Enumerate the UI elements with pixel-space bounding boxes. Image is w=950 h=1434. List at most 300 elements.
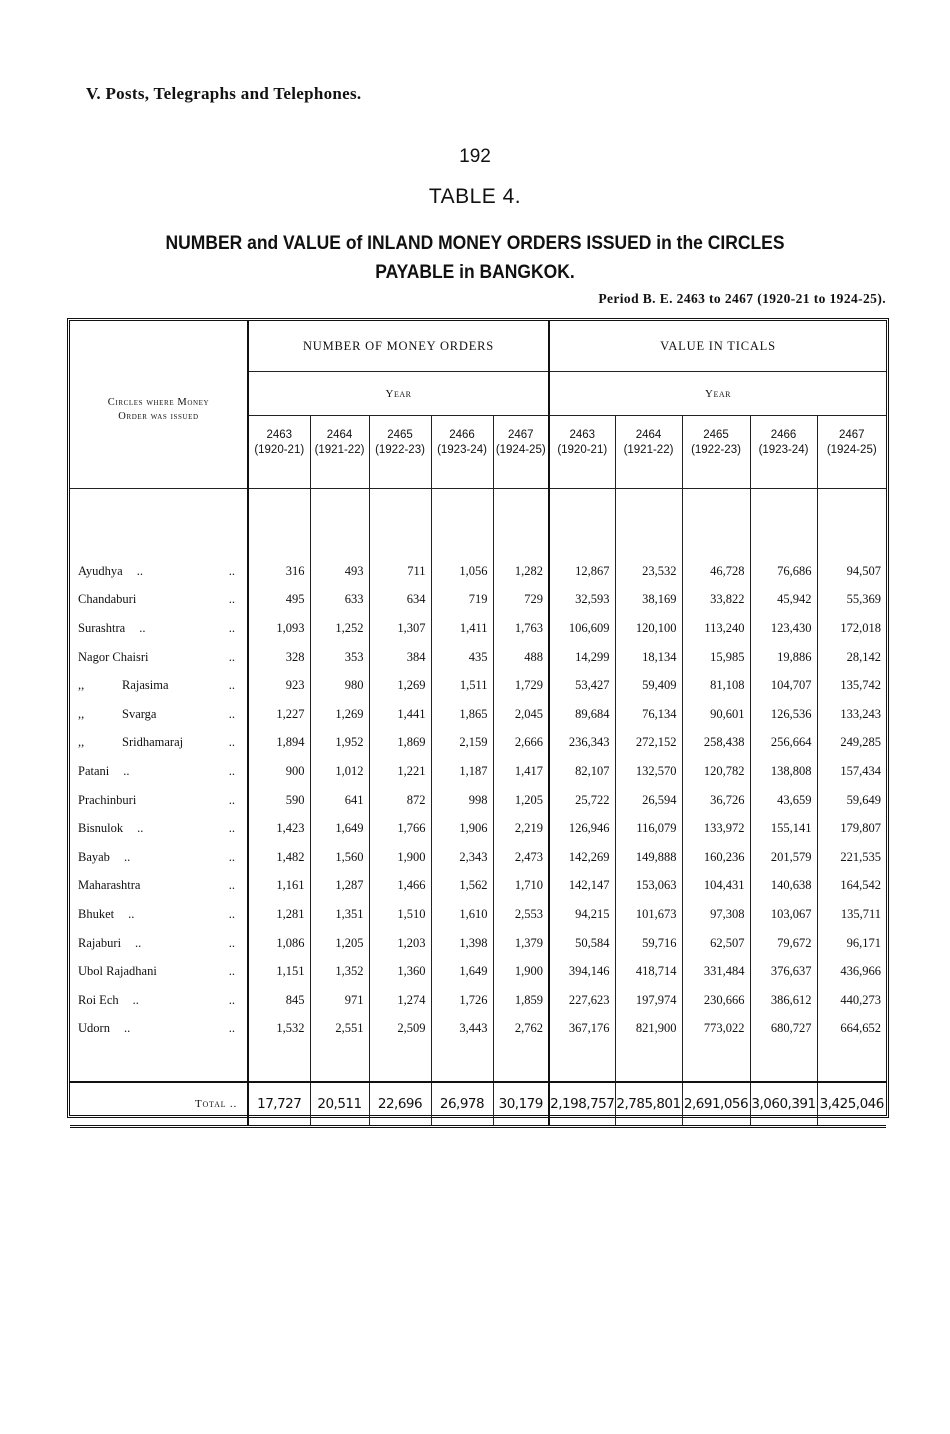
- money-order-count: 1,379: [493, 929, 549, 958]
- money-order-value: 94,507: [817, 557, 886, 586]
- money-order-count: 2,343: [431, 843, 493, 872]
- blank-cell: [750, 1043, 817, 1082]
- money-order-value: 376,637: [750, 957, 817, 986]
- money-order-count: 923: [248, 671, 310, 700]
- money-order-value: 236,343: [549, 729, 615, 758]
- total-count: 17,727: [248, 1082, 310, 1127]
- number-column-header: [310, 416, 369, 489]
- table-row: [70, 757, 886, 786]
- total-row: [70, 1082, 886, 1127]
- money-order-value: 149,888: [615, 843, 682, 872]
- money-order-value: 249,285: [817, 729, 886, 758]
- money-order-value: 15,985: [682, 643, 750, 672]
- money-order-value: 106,609: [549, 614, 615, 643]
- total-value: 2,198,757: [549, 1082, 615, 1127]
- money-order-count: 1,466: [369, 872, 431, 901]
- table-row: [70, 671, 886, 700]
- table-row: [70, 872, 886, 901]
- leader-dots: ..: [228, 992, 235, 1007]
- money-order-count: 1,510: [369, 900, 431, 929]
- total-label: Total ..: [70, 1082, 248, 1127]
- money-order-value: 79,672: [750, 929, 817, 958]
- leader-dots: ..: [228, 964, 235, 979]
- blank-cell: [248, 1043, 310, 1082]
- page-number: 192: [459, 146, 491, 167]
- money-order-value: 19,886: [750, 643, 817, 672]
- money-order-count: 384: [369, 643, 431, 672]
- money-order-value: 23,532: [615, 557, 682, 586]
- money-order-value: 28,142: [817, 643, 886, 672]
- table-heading: [130, 229, 820, 287]
- money-order-count: 872: [369, 786, 431, 815]
- money-order-value: 773,022: [682, 1015, 750, 1044]
- money-order-value: 76,686: [750, 557, 817, 586]
- blank-cell: [70, 489, 248, 558]
- money-order-count: 1,360: [369, 957, 431, 986]
- money-order-value: 116,079: [615, 814, 682, 843]
- money-order-count: 2,045: [493, 700, 549, 729]
- blank-cell: [682, 489, 750, 558]
- money-order-value: 12,867: [549, 557, 615, 586]
- circle-name: Bayab: [78, 849, 110, 864]
- column-year-be: 2467: [838, 429, 865, 441]
- column-year-ce: (1920-21): [557, 444, 608, 456]
- blank-cell: [817, 1043, 886, 1082]
- money-order-count: 1,307: [369, 614, 431, 643]
- money-order-count: 495: [248, 586, 310, 615]
- money-order-value: 230,666: [682, 986, 750, 1015]
- leader-dots: ..: [228, 706, 235, 721]
- number-column-header: [431, 416, 493, 489]
- money-order-count: 1,203: [369, 929, 431, 958]
- leader-dots: ..: [228, 821, 235, 836]
- money-order-count: 1,859: [493, 986, 549, 1015]
- leader-dots: ..: [228, 763, 235, 778]
- money-order-count: 1,894: [248, 729, 310, 758]
- column-year-be: 2467: [507, 429, 534, 441]
- money-order-count: 1,441: [369, 700, 431, 729]
- money-order-count: 2,473: [493, 843, 549, 872]
- blank-cell: [310, 489, 369, 558]
- circle-name-cell: [70, 643, 248, 672]
- money-order-value: 62,507: [682, 929, 750, 958]
- money-order-count: 1,282: [493, 557, 549, 586]
- column-year-be: 2464: [326, 429, 353, 441]
- leader-dots: ..: [123, 763, 130, 778]
- money-order-value: 138,808: [750, 757, 817, 786]
- leader-dots: ..: [228, 735, 235, 750]
- money-order-count: 316: [248, 557, 310, 586]
- money-order-count: 1,056: [431, 557, 493, 586]
- value-column-header: [750, 416, 817, 489]
- leader-dots: ..: [228, 878, 235, 893]
- circle-name-cell: [70, 614, 248, 643]
- leader-dots: ..: [128, 906, 135, 921]
- circle-name: Rajaburi: [78, 935, 122, 950]
- money-order-count: 590: [248, 786, 310, 815]
- circle-name-cell: [70, 757, 248, 786]
- leader-dots: ..: [123, 849, 131, 864]
- value-column-header: [615, 416, 682, 489]
- money-order-count: 1,726: [431, 986, 493, 1015]
- circle-name: Roi Ech: [78, 992, 119, 1007]
- money-order-value: 82,107: [549, 757, 615, 786]
- column-year-be: 2466: [449, 429, 475, 441]
- leader-dots: ..: [228, 592, 235, 607]
- money-order-count: 1,649: [310, 814, 369, 843]
- leader-dots: ..: [228, 1021, 235, 1036]
- value-column-header: [682, 416, 750, 489]
- money-order-value: 142,147: [549, 872, 615, 901]
- blank-cell: [70, 1043, 248, 1082]
- circle-name: Patani: [78, 763, 110, 778]
- money-order-count: 488: [493, 643, 549, 672]
- money-order-count: 1,227: [248, 700, 310, 729]
- circle-name: Rajasima: [122, 678, 169, 693]
- money-order-count: 1,269: [369, 671, 431, 700]
- money-order-value: 153,063: [615, 872, 682, 901]
- money-order-value: 821,900: [615, 1015, 682, 1044]
- money-order-value: 140,638: [750, 872, 817, 901]
- leader-dots: ..: [228, 563, 235, 578]
- money-order-value: 256,664: [750, 729, 817, 758]
- column-year-be: 2465: [703, 429, 729, 441]
- total-value: 2,691,056: [682, 1082, 750, 1127]
- money-order-value: 160,236: [682, 843, 750, 872]
- money-order-count: 1,187: [431, 757, 493, 786]
- money-order-value: 76,134: [615, 700, 682, 729]
- total-value: 3,425,046: [817, 1082, 886, 1127]
- money-order-count: 1,649: [431, 957, 493, 986]
- money-order-count: 2,553: [493, 900, 549, 929]
- money-order-count: 2,551: [310, 1015, 369, 1044]
- money-order-value: 94,215: [549, 900, 615, 929]
- circle-name-cell: [70, 700, 248, 729]
- table-row: [70, 1015, 886, 1044]
- total-value: 3,060,391: [750, 1082, 817, 1127]
- blank-cell: [549, 489, 615, 558]
- money-order-count: 1,221: [369, 757, 431, 786]
- blank-cell: [549, 1043, 615, 1082]
- table-row: [70, 614, 886, 643]
- money-order-count: 353: [310, 643, 369, 672]
- money-order-count: 980: [310, 671, 369, 700]
- number-column-header: [369, 416, 431, 489]
- money-order-value: 25,722: [549, 786, 615, 815]
- money-order-value: 89,684: [549, 700, 615, 729]
- heading-line-1: NUMBER and VALUE of INLAND MONEY ORDERS ISSUED in the CIRCLES: [165, 233, 785, 254]
- money-order-value: 394,146: [549, 957, 615, 986]
- money-order-value: 104,431: [682, 872, 750, 901]
- money-order-count: 1,411: [431, 614, 493, 643]
- money-order-value: 90,601: [682, 700, 750, 729]
- column-year-be: 2466: [770, 429, 797, 441]
- money-order-value: 258,438: [682, 729, 750, 758]
- money-order-value: 436,966: [817, 957, 886, 986]
- money-order-count: 1,532: [248, 1015, 310, 1044]
- money-order-count: 900: [248, 757, 310, 786]
- column-year-ce: (1921-22): [623, 444, 674, 456]
- column-year-be: 2465: [387, 429, 413, 441]
- period-label: Period B. E. 2463 to 2467 (1920-21 to 1924-25).: [598, 291, 886, 306]
- circle-name-cell: [70, 814, 248, 843]
- money-order-count: 1,205: [310, 929, 369, 958]
- circle-name: Prachinburi: [78, 792, 137, 807]
- money-order-count: 1,151: [248, 957, 310, 986]
- money-order-value: 97,308: [682, 900, 750, 929]
- money-order-value: 221,535: [817, 843, 886, 872]
- table-row: [70, 957, 886, 986]
- money-orders-table: [70, 321, 886, 1128]
- money-order-count: 634: [369, 586, 431, 615]
- money-order-value: 59,409: [615, 671, 682, 700]
- gap-row: [70, 1043, 886, 1082]
- leader-dots: ..: [228, 849, 235, 864]
- circle-name: Chandaburi: [78, 592, 137, 607]
- table-title: TABLE 4.: [428, 185, 522, 208]
- circle-name-cell: [70, 957, 248, 986]
- table-row: [70, 700, 886, 729]
- value-column-header: [549, 416, 615, 489]
- money-order-value: 101,673: [615, 900, 682, 929]
- number-column-header: [493, 416, 549, 489]
- column-year-be: 2464: [635, 429, 662, 441]
- value-column-header: [817, 416, 886, 489]
- table-row: [70, 786, 886, 815]
- column-year-be: 2463: [569, 429, 596, 441]
- money-order-count: 1,161: [248, 872, 310, 901]
- circle-name-cell: [70, 929, 248, 958]
- money-order-count: 1,274: [369, 986, 431, 1015]
- money-order-count: 1,560: [310, 843, 369, 872]
- column-year-ce: (1922-23): [691, 444, 741, 456]
- money-order-value: 50,584: [549, 929, 615, 958]
- circle-name: Sridhamaraj: [122, 735, 184, 750]
- table-row: [70, 814, 886, 843]
- money-order-count: 435: [431, 643, 493, 672]
- circle-name-cell: [70, 843, 248, 872]
- money-order-count: 1,093: [248, 614, 310, 643]
- column-year-ce: (1923-24): [758, 444, 809, 456]
- blank-cell: [750, 489, 817, 558]
- money-order-value: 680,727: [750, 1015, 817, 1044]
- money-order-count: 1,766: [369, 814, 431, 843]
- money-order-value: 418,714: [615, 957, 682, 986]
- table-row: [70, 986, 886, 1015]
- money-order-value: 96,171: [817, 929, 886, 958]
- money-order-value: 53,427: [549, 671, 615, 700]
- money-order-value: 123,430: [750, 614, 817, 643]
- money-order-value: 59,649: [817, 786, 886, 815]
- money-order-value: 133,243: [817, 700, 886, 729]
- money-order-value: 33,822: [682, 586, 750, 615]
- money-order-value: 103,067: [750, 900, 817, 929]
- money-order-count: 1,086: [248, 929, 310, 958]
- column-year-ce: (1920-21): [254, 444, 305, 456]
- money-order-count: 1,562: [431, 872, 493, 901]
- money-order-value: 172,018: [817, 614, 886, 643]
- circle-name-cell: [70, 986, 248, 1015]
- money-order-value: 26,594: [615, 786, 682, 815]
- number-group-header: NUMBER OF MONEY ORDERS: [248, 321, 549, 372]
- leader-dots: ..: [228, 678, 235, 693]
- section-header: V. Posts, Telegraphs and Telephones.: [86, 84, 362, 103]
- blank-cell: [682, 1043, 750, 1082]
- blank-cell: [310, 1043, 369, 1082]
- heading-line-2: PAYABLE in BANGKOK.: [375, 262, 575, 283]
- money-order-value: 126,946: [549, 814, 615, 843]
- circle-name: Bisnulok: [78, 821, 124, 836]
- total-count: 26,978: [431, 1082, 493, 1127]
- money-order-count: 711: [369, 557, 431, 586]
- column-year-ce: (1923-24): [437, 444, 487, 456]
- table-row: [70, 900, 886, 929]
- table-row: [70, 557, 886, 586]
- value-group-header: VALUE IN TICALS: [549, 321, 886, 372]
- money-order-count: 1,252: [310, 614, 369, 643]
- money-order-value: 120,782: [682, 757, 750, 786]
- money-order-count: 1,763: [493, 614, 549, 643]
- money-order-value: 126,536: [750, 700, 817, 729]
- blank-cell: [248, 489, 310, 558]
- money-order-count: 2,219: [493, 814, 549, 843]
- column-year-ce: (1924-25): [826, 444, 877, 456]
- blank-cell: [493, 489, 549, 558]
- leader-dots: ..: [137, 821, 144, 836]
- leader-dots: ..: [139, 620, 146, 635]
- money-order-count: 1,352: [310, 957, 369, 986]
- money-order-count: 1,900: [369, 843, 431, 872]
- money-order-value: 440,273: [817, 986, 886, 1015]
- money-order-value: 55,369: [817, 586, 886, 615]
- money-order-count: 2,762: [493, 1015, 549, 1044]
- money-order-count: 1,012: [310, 757, 369, 786]
- ditto-mark: ,,: [78, 678, 85, 693]
- year-header-number: Year: [248, 372, 549, 416]
- money-order-value: 120,100: [615, 614, 682, 643]
- money-order-value: 179,807: [817, 814, 886, 843]
- money-order-value: 46,728: [682, 557, 750, 586]
- money-order-count: 1,398: [431, 929, 493, 958]
- money-order-value: 38,169: [615, 586, 682, 615]
- table-row: [70, 586, 886, 615]
- leader-dots: ..: [132, 992, 139, 1007]
- money-order-count: 1,710: [493, 872, 549, 901]
- money-order-value: 367,176: [549, 1015, 615, 1044]
- circle-name-cell: [70, 557, 248, 586]
- circle-header-line-2: Order was issued: [118, 410, 199, 422]
- leader-dots: ..: [136, 563, 143, 578]
- money-order-value: 45,942: [750, 586, 817, 615]
- money-order-count: 1,906: [431, 814, 493, 843]
- money-order-value: 59,716: [615, 929, 682, 958]
- money-order-value: 157,434: [817, 757, 886, 786]
- money-order-value: 14,299: [549, 643, 615, 672]
- money-order-value: 386,612: [750, 986, 817, 1015]
- table-row: [70, 643, 886, 672]
- total-value: 2,785,801: [615, 1082, 682, 1127]
- leader-dots: ..: [228, 620, 235, 635]
- circle-name: Ubol Rajadhani: [78, 964, 157, 979]
- circle-name: Udorn: [78, 1021, 110, 1036]
- blank-cell: [431, 1043, 493, 1082]
- money-order-value: 18,134: [615, 643, 682, 672]
- circle-name: Svarga: [122, 706, 157, 721]
- leader-dots: ..: [228, 935, 235, 950]
- money-order-count: 328: [248, 643, 310, 672]
- money-order-count: 729: [493, 586, 549, 615]
- table-row: [70, 843, 886, 872]
- money-order-count: 1,952: [310, 729, 369, 758]
- circle-column-header: [70, 321, 248, 489]
- money-order-count: 2,666: [493, 729, 549, 758]
- column-year-be: 2463: [266, 429, 293, 441]
- table-row: [70, 929, 886, 958]
- money-order-count: 1,900: [493, 957, 549, 986]
- money-order-count: 633: [310, 586, 369, 615]
- circle-name-cell: [70, 900, 248, 929]
- money-order-count: 971: [310, 986, 369, 1015]
- money-order-value: 155,141: [750, 814, 817, 843]
- circle-name-cell: [70, 786, 248, 815]
- number-column-header: [248, 416, 310, 489]
- money-order-count: 1,423: [248, 814, 310, 843]
- money-order-count: 1,865: [431, 700, 493, 729]
- money-order-count: 1,869: [369, 729, 431, 758]
- ditto-mark: ,,: [78, 735, 85, 750]
- leader-dots: ..: [228, 906, 235, 921]
- circle-name: Maharashtra: [78, 878, 141, 893]
- circle-name: Nagor Chaisri: [78, 649, 149, 664]
- money-order-value: 164,542: [817, 872, 886, 901]
- ditto-mark: ,,: [78, 706, 85, 721]
- money-order-value: 81,108: [682, 671, 750, 700]
- money-order-count: 1,287: [310, 872, 369, 901]
- blank-cell: [615, 489, 682, 558]
- money-order-count: 1,729: [493, 671, 549, 700]
- money-order-count: 2,159: [431, 729, 493, 758]
- column-year-ce: (1921-22): [314, 444, 365, 456]
- money-order-value: 227,623: [549, 986, 615, 1015]
- circle-name-cell: [70, 872, 248, 901]
- money-order-count: 3,443: [431, 1015, 493, 1044]
- money-order-count: 1,482: [248, 843, 310, 872]
- money-order-value: 36,726: [682, 786, 750, 815]
- money-order-value: 197,974: [615, 986, 682, 1015]
- money-order-value: 664,652: [817, 1015, 886, 1044]
- money-order-value: 104,707: [750, 671, 817, 700]
- money-order-value: 133,972: [682, 814, 750, 843]
- money-order-count: 719: [431, 586, 493, 615]
- leader-dots: ..: [123, 1021, 131, 1036]
- circle-name-cell: [70, 729, 248, 758]
- money-order-count: 1,269: [310, 700, 369, 729]
- money-order-count: 493: [310, 557, 369, 586]
- circle-name: Surashtra: [78, 620, 126, 635]
- money-order-value: 272,152: [615, 729, 682, 758]
- total-count: 30,179: [493, 1082, 549, 1127]
- leader-dots: ..: [228, 792, 235, 807]
- money-order-value: 201,579: [750, 843, 817, 872]
- money-order-count: 1,610: [431, 900, 493, 929]
- money-order-value: 113,240: [682, 614, 750, 643]
- money-order-count: 1,511: [431, 671, 493, 700]
- money-order-count: 1,281: [248, 900, 310, 929]
- blank-cell: [493, 1043, 549, 1082]
- money-order-value: 135,711: [817, 900, 886, 929]
- blank-cell: [431, 489, 493, 558]
- column-year-ce: (1922-23): [375, 444, 425, 456]
